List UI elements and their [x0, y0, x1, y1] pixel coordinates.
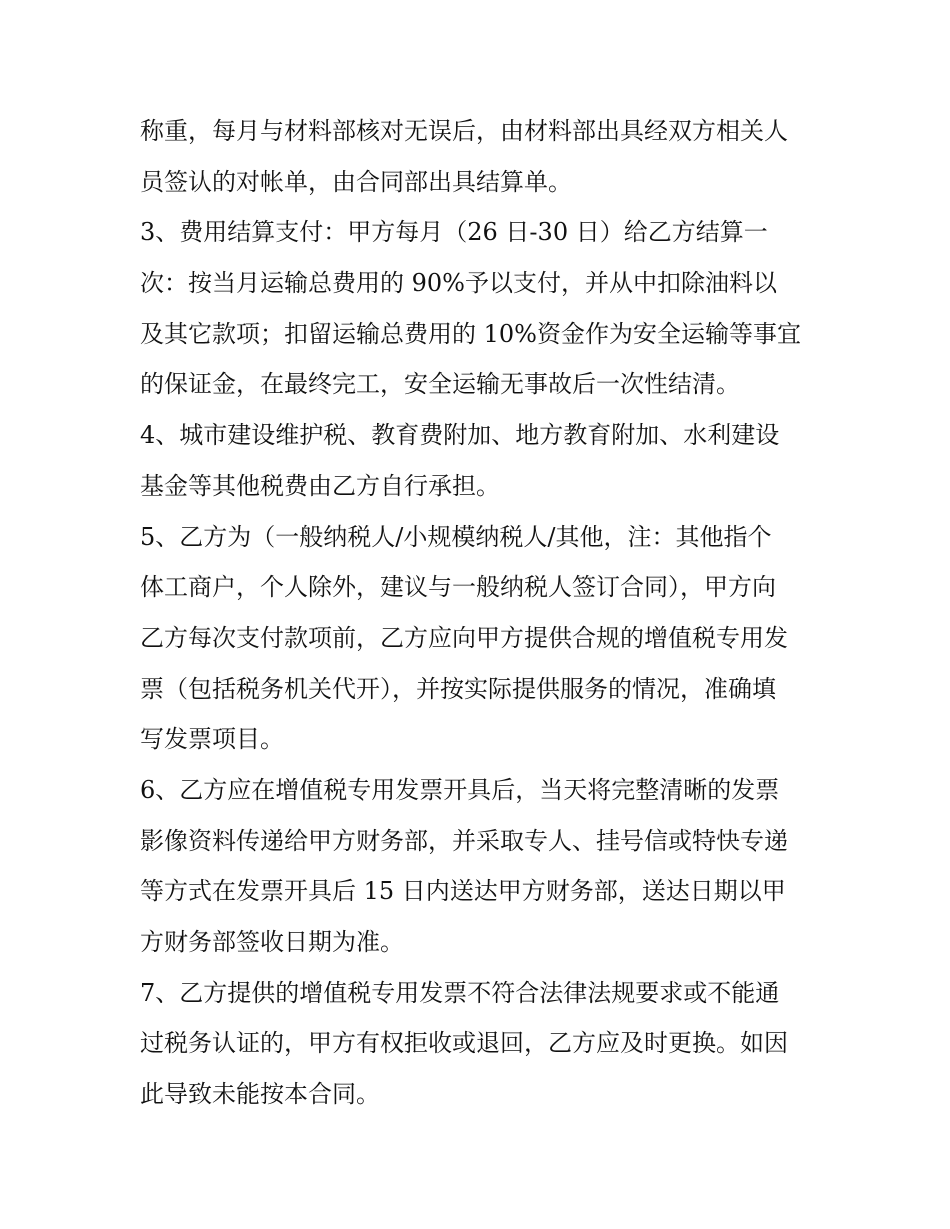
text-line: 员签认的对帐单，由合同部出具结算单。 [140, 167, 572, 196]
text-line: 基金等其他税费由乙方自行承担。 [140, 471, 500, 500]
contract-text-body [140, 106, 820, 1120]
text-line: 7、乙方提供的增值税专用发票不符合法律法规要求或不能通 [140, 978, 780, 1007]
text-line: 写发票项目。 [140, 725, 284, 754]
text-line: 4、城市建设维护税、教育费附加、地方教育附加、水利建设 [140, 421, 780, 450]
text-line: 此导致未能按本合同。 [140, 1080, 380, 1109]
text-line: 的保证金，在最终完工，安全运输无事故后一次性结清。 [140, 370, 740, 399]
text-line: 3、费用结算支付：甲方每月（26 日-30 日）给乙方结算一 [140, 218, 768, 247]
text-line: 体工商户，个人除外，建议与一般纳税人签订合同），甲方向 [140, 573, 776, 602]
text-line: 及其它款项；扣留运输总费用的 10%资金作为安全运输等事宜 [140, 319, 801, 348]
text-line: 称重，每月与材料部核对无误后，由材料部出具经双方相关人 [140, 117, 788, 145]
text-line: 等方式在发票开具后 15 日内送达甲方财务部，送达日期以甲 [140, 877, 786, 906]
text-line: 影像资料传递给甲方财务部，并采取专人、挂号信或特快专递 [140, 826, 788, 855]
text-line: 过税务认证的，甲方有权拒收或退回，乙方应及时更换。如因 [140, 1029, 788, 1058]
text-line: 次：按当月运输总费用的 90%予以支付，并从中扣除油料以 [140, 269, 777, 298]
text-line: 票（包括税务机关代开），并按实际提供服务的情况，准确填 [140, 674, 776, 703]
text-line: 5、乙方为（一般纳税人/小规模纳税人/其他，注：其他指个 [140, 522, 772, 551]
text-line: 方财务部签收日期为准。 [140, 928, 404, 956]
text-line: 6、乙方应在增值税专用发票开具后，当天将完整清晰的发票 [140, 775, 780, 804]
text-line: 乙方每次支付款项前，乙方应向甲方提供合规的增值税专用发 [140, 623, 788, 652]
